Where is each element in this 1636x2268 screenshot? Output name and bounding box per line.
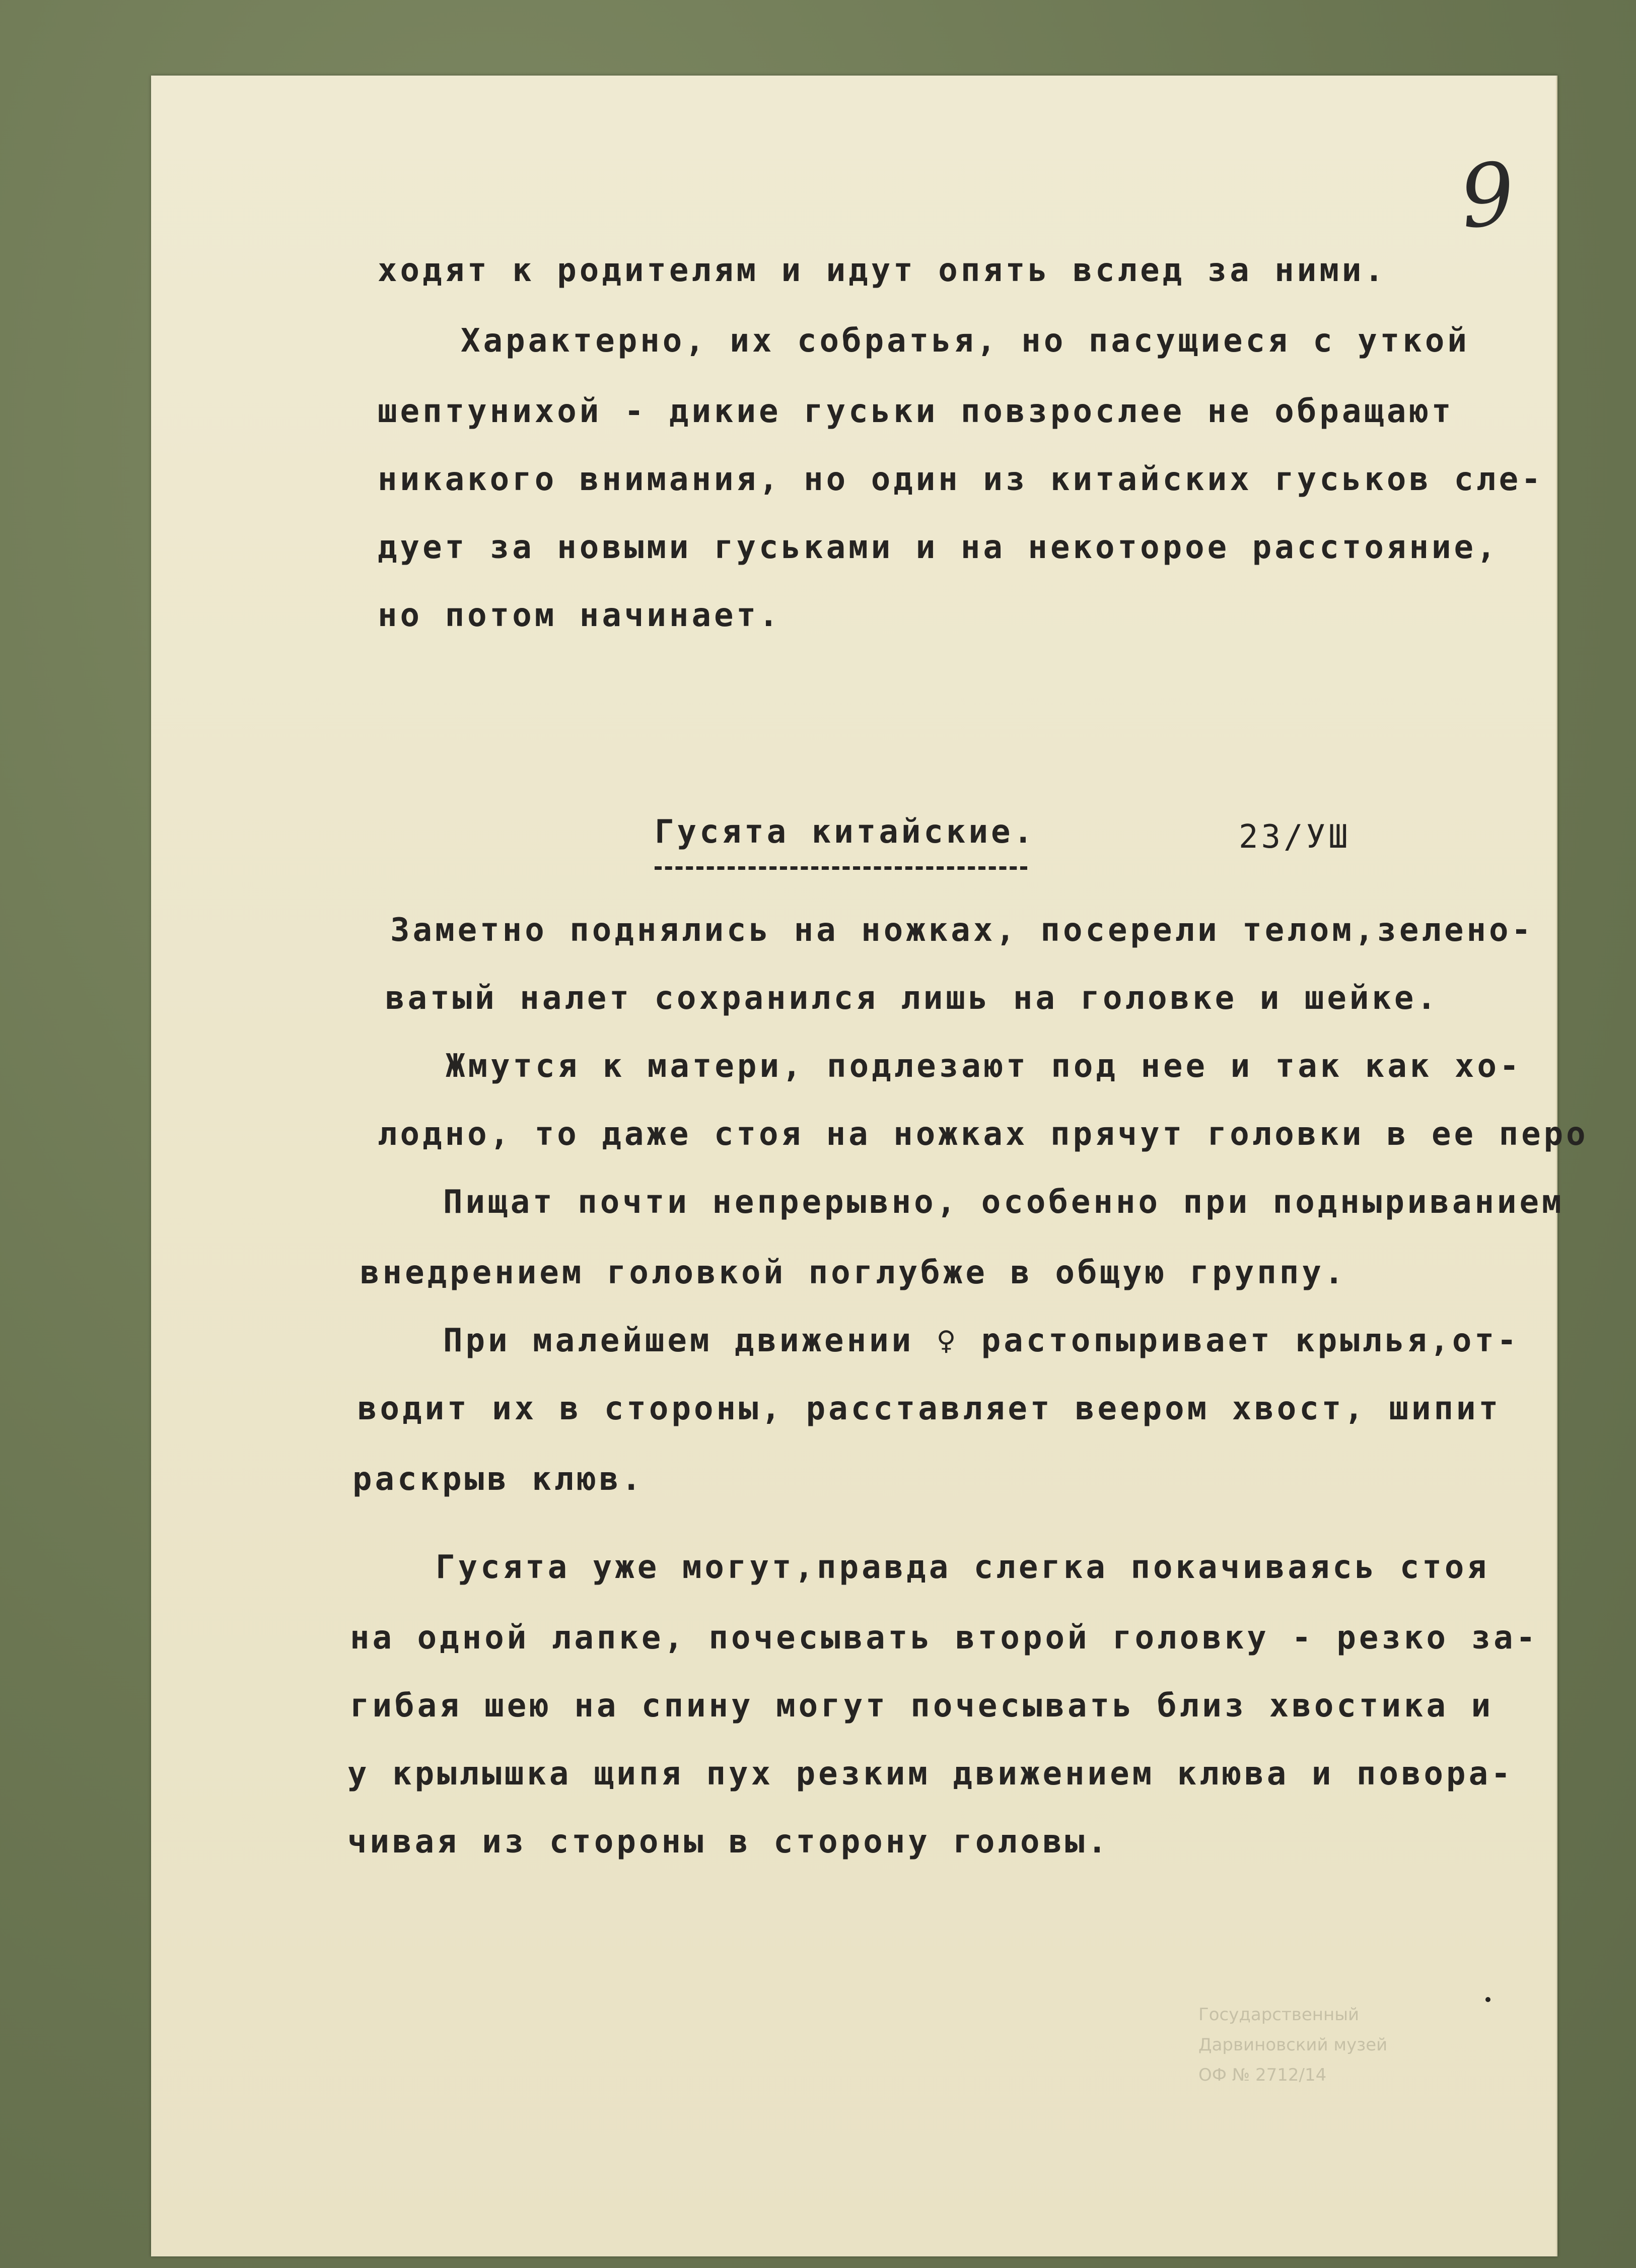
text-line: ватый налет сохранился лишь на головке и шейке. <box>385 980 1439 1017</box>
text-line: на одной лапке, почесывать второй головку - резко за- <box>350 1619 1539 1657</box>
text-line: лодно, то даже стоя на ножках прячут головки в ее перо <box>378 1116 1589 1153</box>
archive-stamp <box>1188 2000 1440 2100</box>
title-underline <box>655 866 1027 870</box>
stamp-line: Дарвиновский музей <box>1198 2035 1388 2055</box>
page-number: 9 <box>1455 143 1520 249</box>
text-line: внедрением головкой поглубже в общую группу. <box>360 1254 1347 1291</box>
text-line: шептунихой - дикие гуськи повзрослее не обращают <box>378 393 1454 430</box>
text-line: но потом начинает. <box>378 597 781 634</box>
text-line: Характерно, их собратья, но пасущиеся с уткой <box>461 322 1470 360</box>
text-line: раскрыв клюв. <box>352 1461 644 1498</box>
section-title: Гусята китайские. <box>655 813 1036 851</box>
text-line: Жмутся к матери, подлезают под нее и так как хо- <box>446 1048 1522 1085</box>
document-page <box>151 76 1589 2256</box>
text-line: При малейшем движении ♀ растопыривает крылья,от- <box>443 1322 1520 1359</box>
text-line: у крылышка щипя пух резким движением клюва и повора- <box>347 1755 1514 1793</box>
text-line: никакого внимания, но один из китайских гуськов сле- <box>378 461 1544 498</box>
stamp-line: Государственный <box>1198 2005 1360 2025</box>
text-line: Заметно поднялись на ножках, посерели телом,зелено- <box>390 912 1534 949</box>
stamp-line: ОФ № 2712/14 <box>1198 2065 1327 2085</box>
text-line: дует за новыми гуськами и на некоторое расстояние, <box>378 529 1499 566</box>
text-line: Пищат почти непрерывно, особенно при подныриванием <box>443 1184 1564 1221</box>
ink-dot <box>1485 1997 1490 2002</box>
text-line: гибая шею на спину могут почесывать близ хвостика и <box>350 1687 1494 1725</box>
text-line: водит их в стороны, расставляет веером хвост, шипит <box>358 1390 1502 1427</box>
text-line: чивая из стороны в сторону головы. <box>347 1823 1110 1861</box>
text-line: Гусята уже могут,правда слегка покачиваясь стоя <box>436 1549 1489 1586</box>
section-date: 23/УШ <box>1239 818 1351 856</box>
text-line: ходят к родителям и идут опять вслед за ними. <box>378 252 1387 289</box>
